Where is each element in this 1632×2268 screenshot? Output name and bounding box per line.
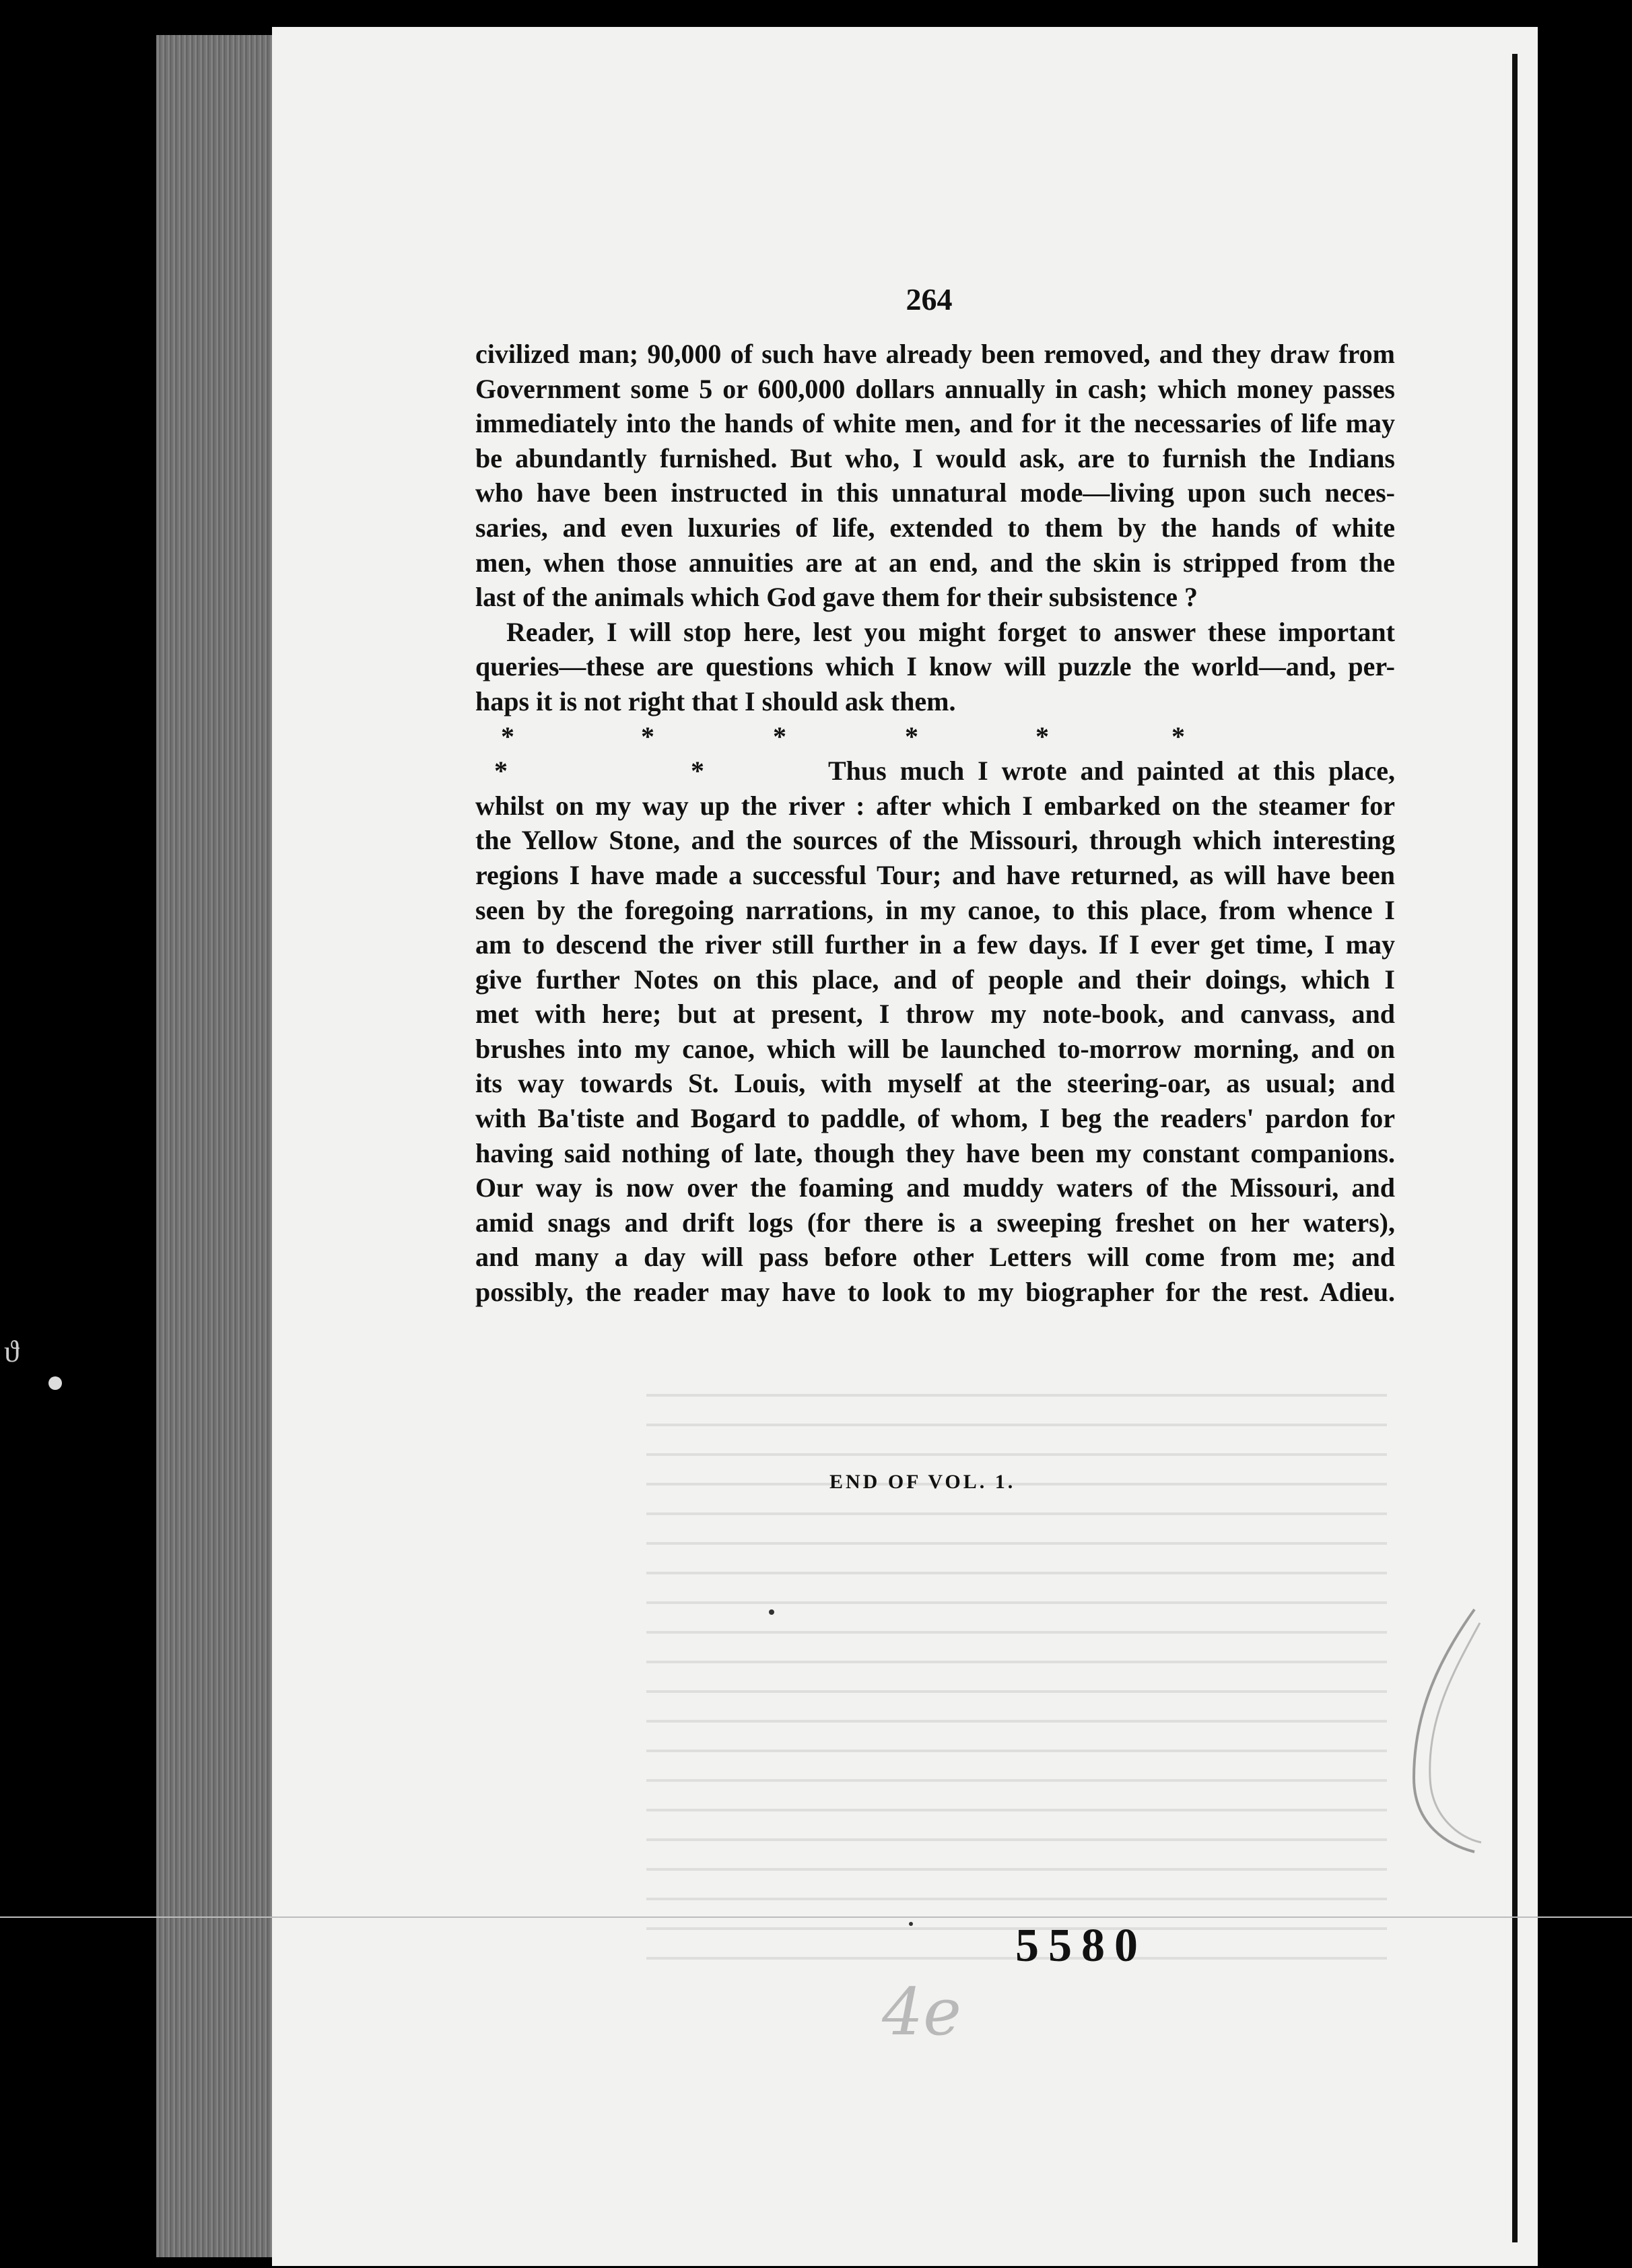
end-of-volume-mark: END OF VOL. 1. bbox=[829, 1471, 1016, 1493]
text-line: Thus much I wrote and painted at this place, bbox=[828, 756, 1395, 787]
text-line: who have been instructed in this unnatural mode—living upon such neces- bbox=[475, 477, 1395, 508]
text-line: regions I have made a successful Tour; and have returned, as will have been bbox=[475, 859, 1395, 890]
text-line: saries, and even luxuries of life, extended to them by the hands of white bbox=[475, 512, 1395, 543]
text-line: immediately into the hands of white men, and for it the necessaries of life may bbox=[475, 408, 1395, 439]
text-line: give further Notes on this place, and of people and their doings, which I bbox=[475, 964, 1395, 995]
text-line: queries—these are questions which I know will puzzle the world—and, per- bbox=[475, 651, 1395, 682]
text-line: the Yellow Stone, and the sources of the Missouri, through which interesting bbox=[475, 825, 1395, 856]
ornament-asterisk: * bbox=[691, 756, 704, 787]
body-text bbox=[475, 337, 1395, 1310]
ornament-asterisk: * bbox=[501, 721, 514, 752]
text-line: seen by the foregoing narrations, in my canoe, to this place, from whence I bbox=[475, 894, 1395, 925]
text-line: men, when those annuities are at an end, and the skin is stripped from the bbox=[475, 547, 1395, 578]
ornament-asterisk: * bbox=[1035, 721, 1049, 752]
text-line: Government some 5 or 600,000 dollars annually in cash; which money passes bbox=[475, 373, 1395, 404]
text-line: and many a day will pass before other Letters will come from me; and bbox=[475, 1242, 1395, 1273]
ink-speck bbox=[909, 1922, 913, 1926]
text-line: whilst on my way up the river : after which I embarked on the steamer for bbox=[475, 790, 1395, 821]
book-spine-edge bbox=[156, 35, 276, 2257]
text-line: haps it is not right that I should ask them. bbox=[475, 686, 956, 716]
text-line: am to descend the river still further in a few days. If I ever get time, I may bbox=[475, 929, 1395, 960]
text-line: met with here; but at present, I throw my note-book, and canvass, and bbox=[475, 999, 1395, 1030]
text-line: brushes into my canoe, which will be launched to-morrow morning, and on bbox=[475, 1033, 1395, 1064]
ornament-asterisk: * bbox=[905, 721, 918, 752]
resume-line bbox=[475, 754, 1395, 789]
ink-speck bbox=[769, 1609, 774, 1615]
scan-right-border bbox=[1538, 27, 1632, 2266]
text-line: its way towards St. Louis, with myself at the steering-oar, as usual; and bbox=[475, 1068, 1395, 1099]
text-line: possibly, the reader may have to look to my biographer for the rest. Adieu. bbox=[475, 1277, 1395, 1308]
ornament-asterisk: * bbox=[1171, 721, 1185, 752]
asterisk-row bbox=[475, 719, 1395, 754]
text-line: last of the animals which God gave them for their subsistence ? bbox=[475, 582, 1198, 613]
text-line: with Ba'tiste and Bogard to paddle, of whom, I beg the readers' pardon for bbox=[475, 1103, 1395, 1134]
pencil-annotation: 4e bbox=[882, 1974, 961, 2050]
text-line: civilized man; 90,000 of such have already been removed, and they draw from bbox=[475, 339, 1395, 369]
text-line: having said nothing of late, though they have been my constant companions. bbox=[475, 1137, 1395, 1168]
text-line: be abundantly furnished. But who, I would ask, are to furnish the Indians bbox=[475, 442, 1395, 473]
page-number: 264 bbox=[906, 282, 953, 316]
catalog-number: 5580 bbox=[1015, 1920, 1147, 1972]
ornament-asterisk: * bbox=[494, 756, 508, 787]
text-line: Reader, I will stop here, lest you might forget to answer these important bbox=[506, 616, 1395, 647]
margin-mark: ϑ bbox=[4, 1334, 20, 1368]
bleed-through-text bbox=[646, 1380, 1387, 1987]
text-line: Our way is now over the foaming and muddy waters of the Missouri, and bbox=[475, 1172, 1395, 1203]
margin-speck bbox=[48, 1376, 62, 1390]
text-line: amid snags and drift logs (for there is a sweeping freshet on her waters), bbox=[475, 1207, 1395, 1238]
facing-page-edge bbox=[1512, 54, 1518, 2242]
ornament-asterisk: * bbox=[773, 721, 786, 752]
page-curl-mark bbox=[1400, 1603, 1488, 1859]
ornament-asterisk: * bbox=[641, 721, 654, 752]
